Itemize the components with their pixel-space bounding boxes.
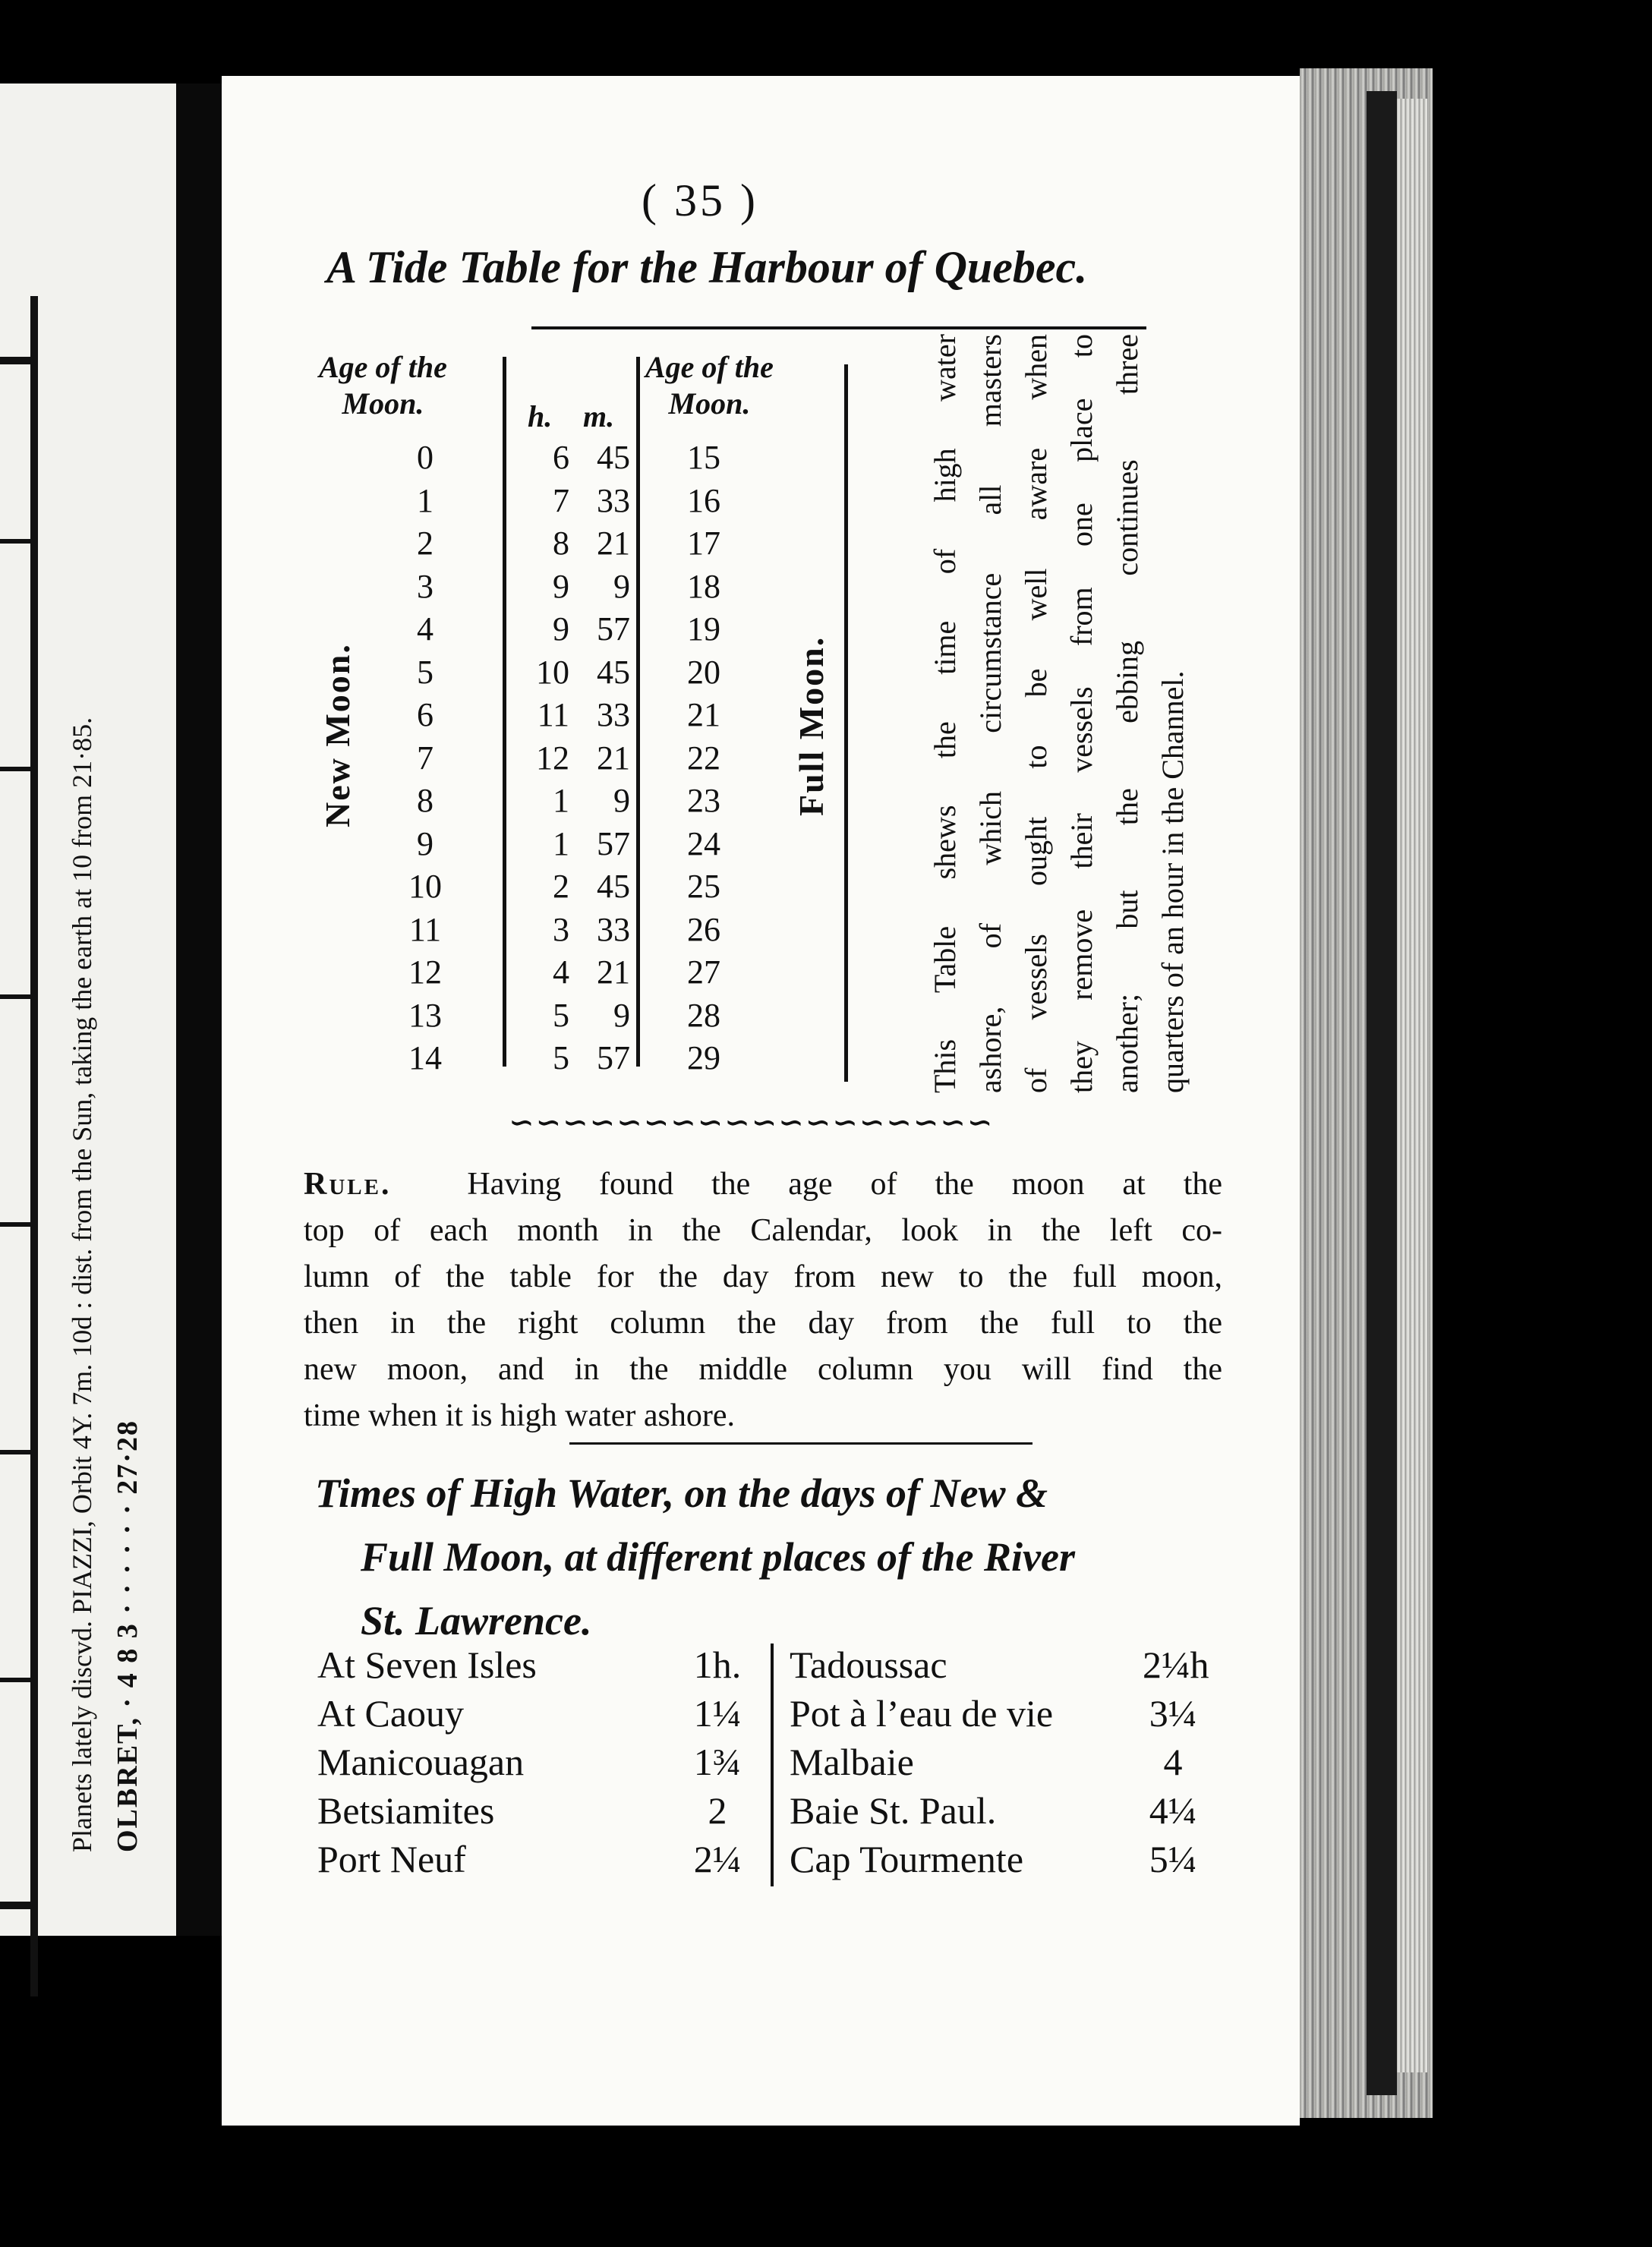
side-note-line: of vessels ought to be well aware when (1019, 334, 1053, 1093)
left-page-top-rule (0, 357, 38, 364)
rule-line-1 (304, 1161, 1222, 1208)
places-divider (771, 1643, 774, 1886)
place-time-right: 4¼ (1149, 1789, 1197, 1832)
side-note-line: they remove their vessels from one place to (1064, 334, 1099, 1093)
tide-row-right-age: 16 (687, 482, 720, 519)
tide-row-left-age: 4 (417, 610, 433, 648)
left-page-line-1: Planets lately discvd. PIAZZI, Orbit 4Y. 7m. 10d : dist. from the Sun, taking the earth at 10 from 21·85. (67, 717, 97, 1852)
title-rule (531, 326, 1146, 329)
high-water-title-line3: St. Lawrence. (361, 1598, 592, 1643)
tide-row-minutes: 57 (597, 610, 630, 648)
tide-row-minutes: 57 (597, 825, 630, 862)
place-name-right: Malbaie (790, 1741, 914, 1783)
new-moon-label: New Moon. (318, 643, 357, 827)
tide-row-hours: 11 (537, 696, 569, 733)
place-time-right: 3¼ (1149, 1692, 1197, 1735)
place-time-left: 1¼ (693, 1692, 742, 1735)
tide-row-hours: 1 (553, 782, 569, 819)
book-gutter (176, 84, 222, 1936)
tide-row-left-age: 13 (408, 997, 442, 1034)
tide-row-left-age: 7 (417, 739, 433, 777)
high-water-title-line2: Full Moon, at different places of the River (361, 1534, 1075, 1580)
tide-row-right-age: 19 (687, 610, 720, 648)
page-title: A Tide Table for the Harbour of Quebec. (326, 242, 1088, 292)
high-water-title (315, 1461, 1075, 1653)
place-name-right: Baie St. Paul. (790, 1789, 997, 1832)
left-page-tick (0, 767, 38, 771)
tide-row-hours: 9 (553, 610, 569, 648)
tide-row-minutes: 21 (597, 953, 630, 991)
table-rule-2 (636, 357, 640, 1067)
tide-row-left-age: 11 (408, 911, 442, 948)
rule-label: Rule. (304, 1167, 392, 1202)
tide-row-minutes: 9 (613, 782, 630, 819)
left-page-tick (0, 1222, 38, 1227)
header-hours: h. (528, 399, 553, 433)
left-page-bottom-rule (0, 1902, 38, 1909)
left-page-rotated-text (59, 182, 150, 1852)
header-right-age-line1: Age of the (645, 350, 774, 384)
left-page-tick (0, 539, 38, 544)
place-name-left: Port Neuf (317, 1838, 466, 1880)
tide-row-hours: 12 (536, 739, 569, 777)
tide-row-minutes: 21 (597, 739, 630, 777)
place-time-left: 2¼ (693, 1838, 742, 1880)
place-time-left: 1¾ (693, 1741, 742, 1783)
full-moon-label: Full Moon. (792, 635, 831, 816)
tide-row-right-age: 20 (687, 654, 720, 691)
high-water-title-line1: Times of High Water, on the days of New & (315, 1470, 1048, 1516)
tide-row-hours: 6 (553, 439, 569, 476)
place-name-left: Manicouagan (317, 1741, 525, 1783)
place-name-left: Betsiamites (317, 1789, 495, 1832)
page-block-edge-inner (1397, 99, 1427, 2072)
tide-row-hours: 9 (553, 568, 569, 605)
tide-row-minutes: 9 (613, 568, 630, 605)
tide-row-left-age: 12 (408, 953, 442, 991)
section-rule (569, 1442, 1032, 1445)
rule-line: lumn of the table for the day from new to the full moon, (304, 1259, 1222, 1294)
tide-row-left-age: 5 (417, 654, 433, 691)
header-right-age-line2: Moon. (668, 386, 751, 421)
header-left-age-line1: Age of the (319, 350, 447, 384)
place-time-left: 1h. (693, 1643, 742, 1686)
side-note-line: another; but the ebbing continues three (1110, 334, 1144, 1093)
table-rule-1 (503, 357, 506, 1067)
tide-row-hours: 5 (553, 1039, 569, 1076)
tide-row-left-age: 8 (417, 782, 433, 819)
header-minutes: m. (583, 399, 615, 433)
tide-row-minutes: 33 (597, 911, 630, 948)
side-note-line: ashore, of which circumstance all masters (973, 334, 1007, 1093)
ornament-divider: ∽∽∽∽∽∽∽∽∽∽∽∽∽∽∽∽∽∽ (509, 1105, 995, 1139)
header-left-age-line2: Moon. (342, 386, 424, 421)
left-page-line-2: OLBRET, · 4 8 3 · · · · · · 27·28 (112, 1420, 143, 1852)
tide-row-right-age: 15 (687, 439, 720, 476)
tide-row-left-age: 9 (417, 825, 433, 862)
place-name-right: Cap Tourmente (790, 1838, 1024, 1880)
rule-line: new moon, and in the middle column you will find the (304, 1352, 1222, 1387)
left-page-tick (0, 1450, 38, 1454)
left-page-tick (0, 994, 38, 999)
tide-row-right-age: 25 (687, 868, 720, 905)
page-block-shadow (1367, 91, 1397, 2095)
rule-line-text: Having found the age of the moon at the (467, 1167, 1223, 1202)
tide-row-hours: 10 (536, 654, 569, 691)
tide-row-hours: 1 (553, 825, 569, 862)
tide-row-minutes: 57 (597, 1039, 630, 1076)
left-page-vertical-rule (30, 296, 38, 1996)
place-name-left: At Seven Isles (317, 1643, 537, 1686)
tide-row-right-age: 21 (687, 696, 720, 733)
tide-row-left-age: 14 (408, 1039, 442, 1076)
tide-row-hours: 5 (553, 997, 569, 1034)
tide-row-left-age: 3 (417, 568, 433, 605)
place-name-right: Pot à l’eau de vie (790, 1692, 1054, 1735)
tide-row-right-age: 28 (687, 997, 720, 1034)
place-time-left: 2 (708, 1789, 727, 1832)
tide-row-right-age: 22 (687, 739, 720, 777)
header-left-age (319, 349, 447, 422)
tide-row-minutes: 21 (597, 525, 630, 562)
page-number: ( 35 ) (642, 175, 758, 225)
tide-row-left-age: 2 (417, 525, 433, 562)
tide-row-minutes: 9 (613, 997, 630, 1034)
rule-line: time when it is high water ashore. (304, 1398, 736, 1433)
tide-row-right-age: 26 (687, 911, 720, 948)
tide-row-minutes: 33 (597, 482, 630, 519)
tide-row-minutes: 45 (597, 439, 630, 476)
tide-row-minutes: 45 (597, 868, 630, 905)
tide-row-hours: 4 (553, 953, 569, 991)
tide-row-left-age: 10 (408, 868, 442, 905)
side-note-line: quarters of an hour in the Channel. (1155, 670, 1190, 1093)
rule-line: top of each month in the Calendar, look in the left co- (304, 1213, 1222, 1248)
tide-row-hours: 8 (553, 525, 569, 562)
tide-row-minutes: 45 (597, 654, 630, 691)
tide-row-left-age: 1 (417, 482, 433, 519)
tide-row-left-age: 6 (417, 696, 433, 733)
place-name-right: Tadoussac (790, 1643, 947, 1686)
side-note-line: This Table shews the time of high water (928, 334, 962, 1093)
tide-row-right-age: 24 (687, 825, 720, 862)
tide-row-hours: 3 (553, 911, 569, 948)
tide-row-right-age: 23 (687, 782, 720, 819)
rule-line: then in the right column the day from the full to the (304, 1306, 1222, 1341)
tide-row-hours: 2 (553, 868, 569, 905)
tide-row-left-age: 0 (417, 439, 433, 476)
tide-row-right-age: 27 (687, 953, 720, 991)
place-name-left: At Caouy (317, 1692, 465, 1735)
place-time-right: 4 (1163, 1741, 1183, 1783)
rule-paragraph (304, 1161, 1222, 1439)
header-right-age (645, 349, 774, 422)
left-page-tick (0, 1678, 38, 1682)
tide-table-side-note (922, 334, 1196, 1093)
tide-row-right-age: 18 (687, 568, 720, 605)
place-time-right: 5¼ (1149, 1838, 1197, 1880)
place-time-right: 2¼h (1143, 1643, 1209, 1686)
tide-row-right-age: 29 (687, 1039, 720, 1076)
tide-row-minutes: 33 (597, 696, 630, 733)
tide-row-hours: 7 (553, 482, 569, 519)
table-rule-3 (844, 364, 848, 1082)
tide-row-right-age: 17 (687, 525, 720, 562)
